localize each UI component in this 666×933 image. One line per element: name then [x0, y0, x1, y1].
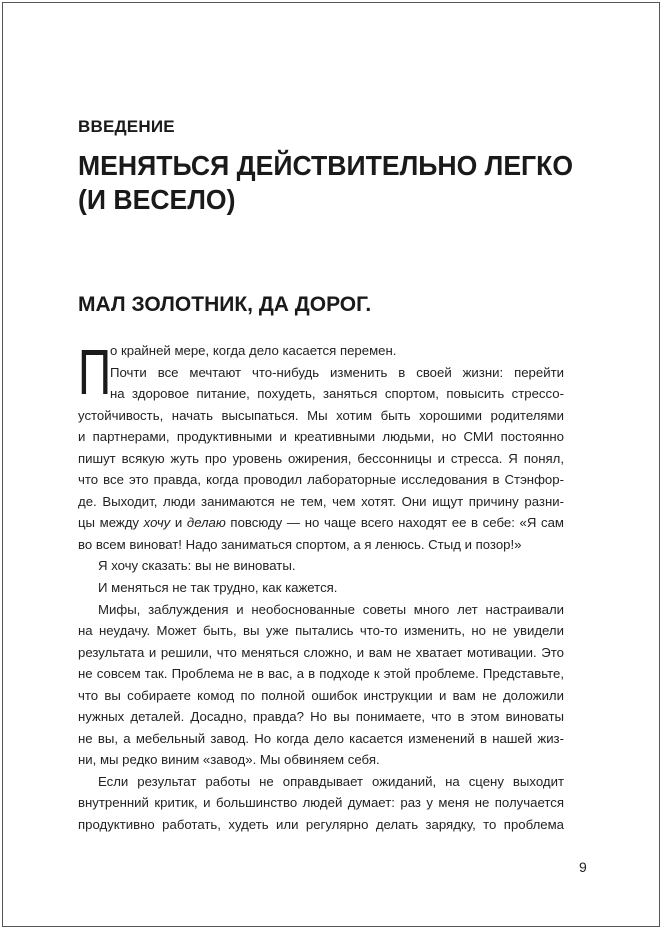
paragraph-5-line: нужных деталей. Досадно, правда? Но вы понимаете, что в этом виноваты — [78, 709, 564, 725]
book-page — [2, 2, 660, 927]
section-heading: МАЛ ЗОЛОТНИК, ДА ДОРОГ. — [78, 293, 372, 316]
paragraph-5-line: на неудачу. Может быть, вы уже пытались что-то изменить, но не увидели — [78, 623, 564, 639]
drop-cap: П — [78, 336, 112, 408]
text-segment: повсюду — но чаще всего находят ее в себе: «Я сам — [225, 515, 564, 531]
paragraph-3: Я хочу сказать: вы не виноваты. — [98, 558, 296, 574]
chapter-title-line-1: МЕНЯТЬСЯ ДЕЙСТВИТЕЛЬНО ЛЕГКО — [78, 150, 574, 181]
paragraph-1-line: о крайней мере, когда дело касается перемен. — [110, 343, 397, 358]
paragraph-6-line: продуктивно работать, худеть или регулярно делать зарядку, то проблема — [78, 817, 564, 833]
paragraph-2-line — [78, 512, 564, 534]
paragraph-5-line: не вы, а мебельный завод. Но когда дело касается изменений в нашей жиз- — [78, 730, 564, 746]
paragraph-2-line: во всем виноват! Надо заниматься спортом, а я ленюсь. Стыд и позор!» — [78, 536, 522, 552]
emphasis-want: хочу — [143, 515, 171, 531]
page-number: 9 — [579, 859, 587, 875]
paragraph-2-line: и партнерами, продуктивными и креативными людьми, но СМИ постоянно — [78, 429, 564, 445]
paragraph-6-line: внутренний критик, и большинство людей думает: раз у меня не получается — [78, 795, 564, 811]
paragraph-2-line: на здоровое питание, похудеть, заняться спортом, повысить стрессо- — [110, 386, 564, 402]
text-segment: цы между — [78, 515, 144, 531]
paragraph-2-line: Почти все мечтают что-нибудь изменить в своей жизни: перейти — [110, 364, 564, 380]
chapter-kicker: ВВЕДЕНИЕ — [78, 117, 175, 136]
paragraph-5-line: результата и решили, что меняться сложно, и вам не хватает мотивации. Это — [78, 644, 564, 660]
paragraph-2-line: пишут всякую жуть про уровень ожирения, бессонницы и стресса. Я понял, — [78, 450, 564, 466]
chapter-title — [78, 149, 574, 217]
paragraph-5-line: что вы собираете комод по полной ошибок инструкции и вам не доложили — [78, 687, 564, 703]
paragraph-4: И меняться не так трудно, как кажется. — [98, 580, 338, 596]
paragraph-5-line: не совсем так. Проблема не в вас, а в подходе к этой проблеме. Представьте, — [78, 666, 564, 682]
text-segment: и — [170, 515, 187, 531]
chapter-title-line-2: (И ВЕСЕЛО) — [78, 184, 236, 215]
emphasis-do: делаю — [186, 515, 226, 531]
paragraph-6-line: Если результат работы не оправдывает ожиданий, на сцену выходит — [98, 773, 564, 789]
paragraph-2-line: устойчивость, начать высыпаться. Мы хотим быть хорошими родителями — [78, 407, 564, 423]
paragraph-2-line: что все это правда, когда проводил лабораторные исследования в Стэнфор- — [78, 472, 564, 488]
body-text — [78, 336, 564, 836]
paragraph-5-line: ни, мы редко виним «завод». Мы обвиняем себя. — [78, 752, 380, 768]
paragraph-5-line: Мифы, заблуждения и необоснованные советы много лет настраивали — [98, 601, 564, 617]
paragraph-2-line: де. Выходит, люди занимаются не тем, чем хотят. Они ищут причину разни- — [78, 493, 564, 509]
